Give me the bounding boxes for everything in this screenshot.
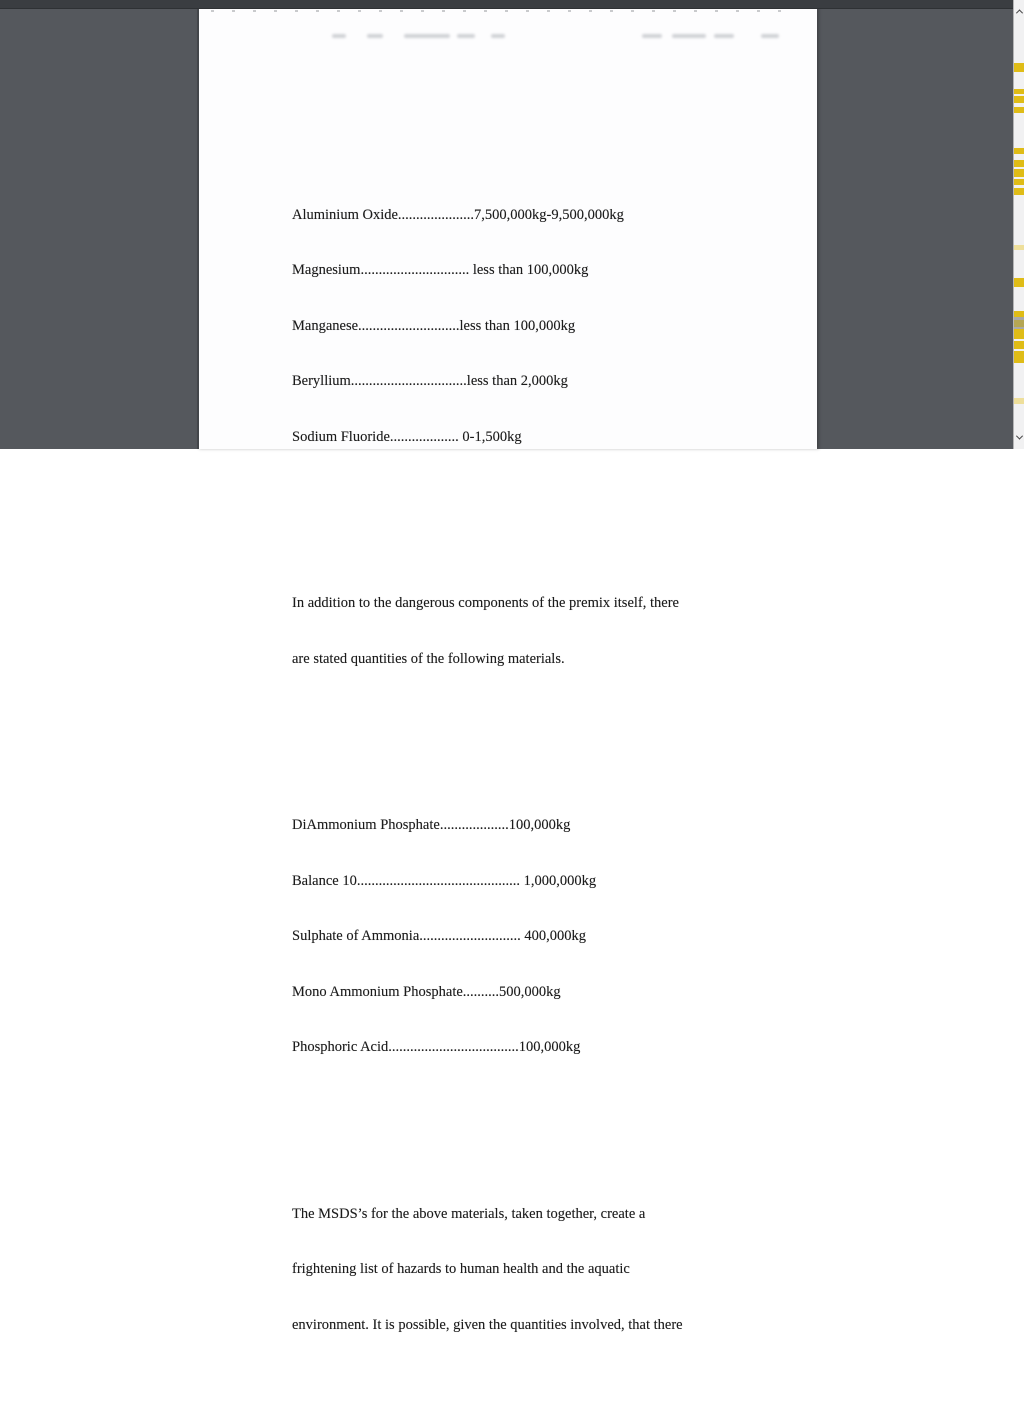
paragraph-line: environment. It is possible, given the quantities involved, that there [292,1316,683,1333]
scrollbar-search-mark [1014,169,1024,177]
scrollbar-search-mark [1014,329,1024,339]
list-line-sulphate-of-ammonia: Sulphate of Ammonia............................ 400,000kg [292,928,587,944]
scrollbar-search-mark [1014,107,1024,113]
document-page [197,8,817,1333]
list-line-mono-ammonium-phosphate: Mono Ammonium Phosphate..........500,000kg [292,983,561,1000]
document-text [292,113,683,1427]
scrollbar-down-button[interactable] [1014,429,1024,445]
scrollbar-search-mark [1014,160,1024,167]
list-line-phosphoric-acid: Phosphoric Acid....................................100,000kg [292,1039,581,1055]
chevron-down-icon [1015,432,1022,439]
scrollbar-search-mark [1014,320,1024,327]
faded-text-artifact [491,34,505,38]
list-line-diammonium-phosphate: DiAmmonium Phosphate...................100,000kg [292,817,571,833]
paragraph-line: frightening list of hazards to human health and the aquatic [292,1261,630,1277]
scrollbar-search-mark [1014,245,1024,250]
scrollbar-search-mark [1014,351,1024,363]
scrollbar-search-mark [1014,311,1024,317]
scrollbar-search-mark [1014,89,1024,94]
scrollbar-search-mark [1014,341,1024,349]
faded-text-artifact [672,34,706,38]
faded-text-artifact [211,10,799,12]
list-line-manganese: Manganese............................less than 100,000kg [292,317,576,334]
scrollbar-up-button[interactable] [1014,3,1024,19]
msds-paragraph [292,1168,683,1372]
scrollbar-track[interactable] [1013,0,1024,449]
paragraph-line: The MSDS’s for the above materials, taken together, create a [292,1205,646,1222]
faded-text-artifact [457,34,475,38]
faded-text-artifact [714,34,734,38]
paragraph-line: are stated quantities of the following materials. [292,650,565,667]
list-line-balance-10: Balance 10............................................. 1,000,000kg [292,872,597,889]
scrollbar-search-mark [1014,278,1024,287]
faded-text-artifact [642,34,662,38]
scrollbar-search-mark [1014,188,1024,195]
materials-quantity-list [292,779,683,1094]
scrollbar-search-mark [1014,148,1024,154]
faded-text-artifact [367,34,383,38]
scrollbar-search-mark [1014,96,1024,103]
paragraph-line: In addition to the dangerous components of the premix itself, there [292,595,679,611]
list-line-beryllium: Beryllium................................less than 2,000kg [292,373,568,389]
scrollbar-search-mark [1014,63,1024,72]
intro-paragraph [292,557,683,705]
scrollbar-search-mark [1014,179,1024,185]
faded-text-artifact [332,34,346,38]
list-line-magnesium: Magnesium.............................. less than 100,000kg [292,262,589,278]
list-line-aluminium-oxide: Aluminium Oxide.....................7,500,000kg-9,500,000kg [292,206,624,223]
list-line-sodium-fluoride: Sodium Fluoride................... 0-1,500kg [292,428,522,445]
viewer-top-bar [0,0,1014,9]
premix-quantity-list [292,169,683,484]
scrollbar-search-mark [1014,398,1024,404]
chevron-up-icon [1015,9,1022,16]
faded-text-artifact [404,34,450,38]
faded-text-artifact [761,34,779,38]
